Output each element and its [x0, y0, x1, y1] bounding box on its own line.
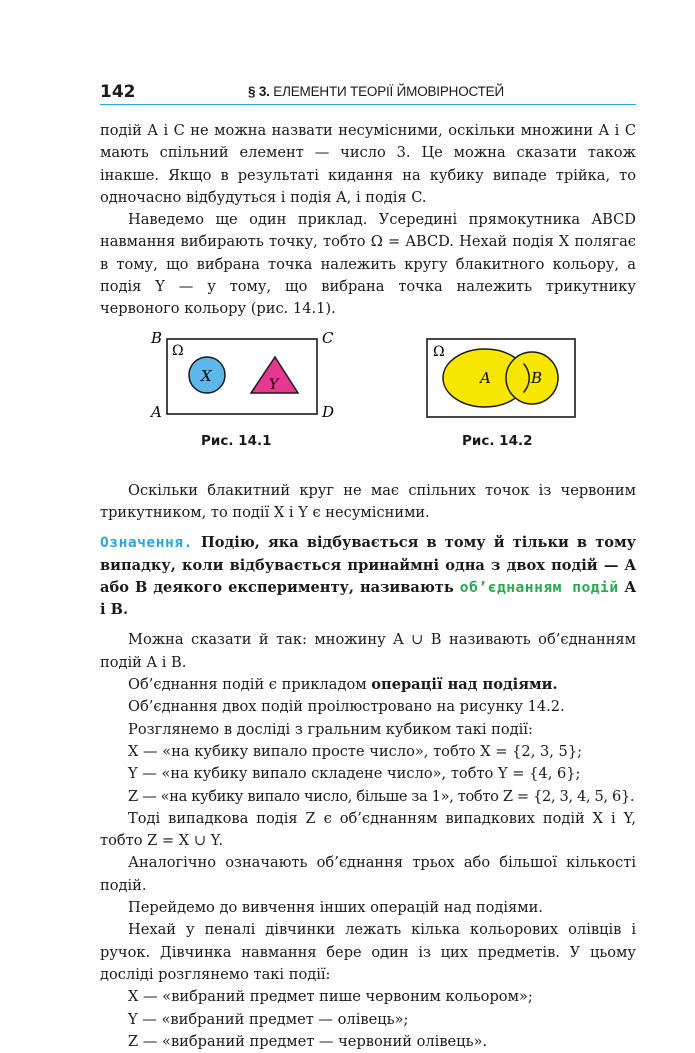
list-item: Z — «на кубику випало число, більше за 1», тобто Z = {2, 3, 4, 5, 6}.	[128, 787, 635, 805]
corner-c-label: C	[322, 328, 334, 347]
corner-b-label: B	[151, 328, 163, 347]
paragraph: Нехай у пеналі дівчинки лежать кілька кольорових олівців і ручок. Дівчинка навмання бере один із цих предметів. У цьому досліді розглянемо такі події:	[100, 921, 636, 983]
list-item: X — «вибраний предмет пише червоним кольором»;	[128, 988, 533, 1006]
definition-label: Означення.	[100, 534, 193, 552]
figure-14-2-caption: Рис. 14.2	[462, 432, 533, 449]
definition-text-end: A і B.	[100, 578, 636, 619]
corner-a-label: A	[151, 402, 162, 421]
paragraph	[100, 674, 636, 696]
circle-x-label: X	[201, 366, 212, 385]
set-b-label: B	[531, 368, 543, 387]
paragraph: Оскільки блакитний круг не має спільних точок із червоним трикутником, то події X і Y є несумісними.	[100, 481, 636, 521]
page-content	[100, 120, 636, 1053]
paragraph: Об’єднання двох подій проілюстровано на рисунку 14.2.	[128, 698, 565, 716]
definition-keyword: об’єднанням подій	[459, 578, 619, 596]
list-item: Z — «вибраний предмет — червоний олівець».	[128, 1032, 488, 1050]
list-item: Y — «на кубику випало складене число», тобто Y = {4, 6};	[128, 765, 581, 783]
figures	[100, 327, 636, 480]
triangle-y-label: Y	[269, 376, 279, 393]
corner-d-label: D	[322, 402, 335, 421]
paragraph: Перейдемо до вивчення інших операцій над подіями.	[128, 899, 543, 917]
page-number: 142	[100, 82, 136, 102]
paragraph: Тоді випадкова подія Z є об’єднанням випадкових подій X і Y, тобто Z = X ∪ Y.	[100, 809, 636, 850]
section-number: § 3.	[248, 84, 270, 99]
page-header	[100, 80, 636, 104]
list-item: X — «на кубику випало просте число», тобто X = {2, 3, 5};	[128, 742, 583, 760]
paragraph: Наведемо ще один приклад. Усередині прямокутника ABCD навмання вибирають точку, тобто Ω = ABCD. Нехай подія X полягає в тому, що вибрана точка належить кругу блакитного кольору, а подія Y — у тому, що вибрана точка належить трикутнику червоного кольору (рис. 14.1).	[100, 211, 636, 318]
bold-term: операції над подіями.	[371, 676, 558, 694]
paragraph: Аналогічно означають об’єднання трьох або більшої кількості подій.	[100, 854, 636, 894]
paragraph: Можна сказати й так: множину A ∪ B називають об’єднанням подій A і B.	[100, 631, 636, 671]
figure-14-1-caption: Рис. 14.1	[201, 432, 272, 449]
list-item: Y — «вибраний предмет — олівець»;	[128, 1010, 409, 1028]
section-title	[248, 84, 504, 99]
omega-label: Ω	[172, 342, 184, 359]
set-a-label: A	[480, 368, 491, 387]
paragraph: Розглянемо в досліді з гральним кубиком такі події:	[128, 720, 533, 738]
omega-label: Ω	[433, 343, 445, 360]
section-title-text: ЕЛЕМЕНТИ ТЕОРІЇ ЙМОВІРНОСТЕЙ	[273, 84, 504, 99]
definition-text: Подію, яка відбувається в тому й тільки в тому випадку, коли відбувається принаймні одна з двох подій — A або B деякого експерименту, називають	[100, 534, 636, 596]
definition-block	[100, 532, 636, 621]
figure-14-2	[426, 327, 576, 427]
paragraph-text: Об’єднання подій є прикладом	[128, 676, 372, 694]
paragraph: подій A і C не можна назвати несумісними, оскільки множини A і C мають спільний елемент — число 3. Це можна сказати також інакше. Якщо в результаті кидання на кубику випаде трійка, то одночасно відбудуться і подія A, і подія C.	[100, 122, 636, 206]
header-rule	[100, 104, 636, 105]
